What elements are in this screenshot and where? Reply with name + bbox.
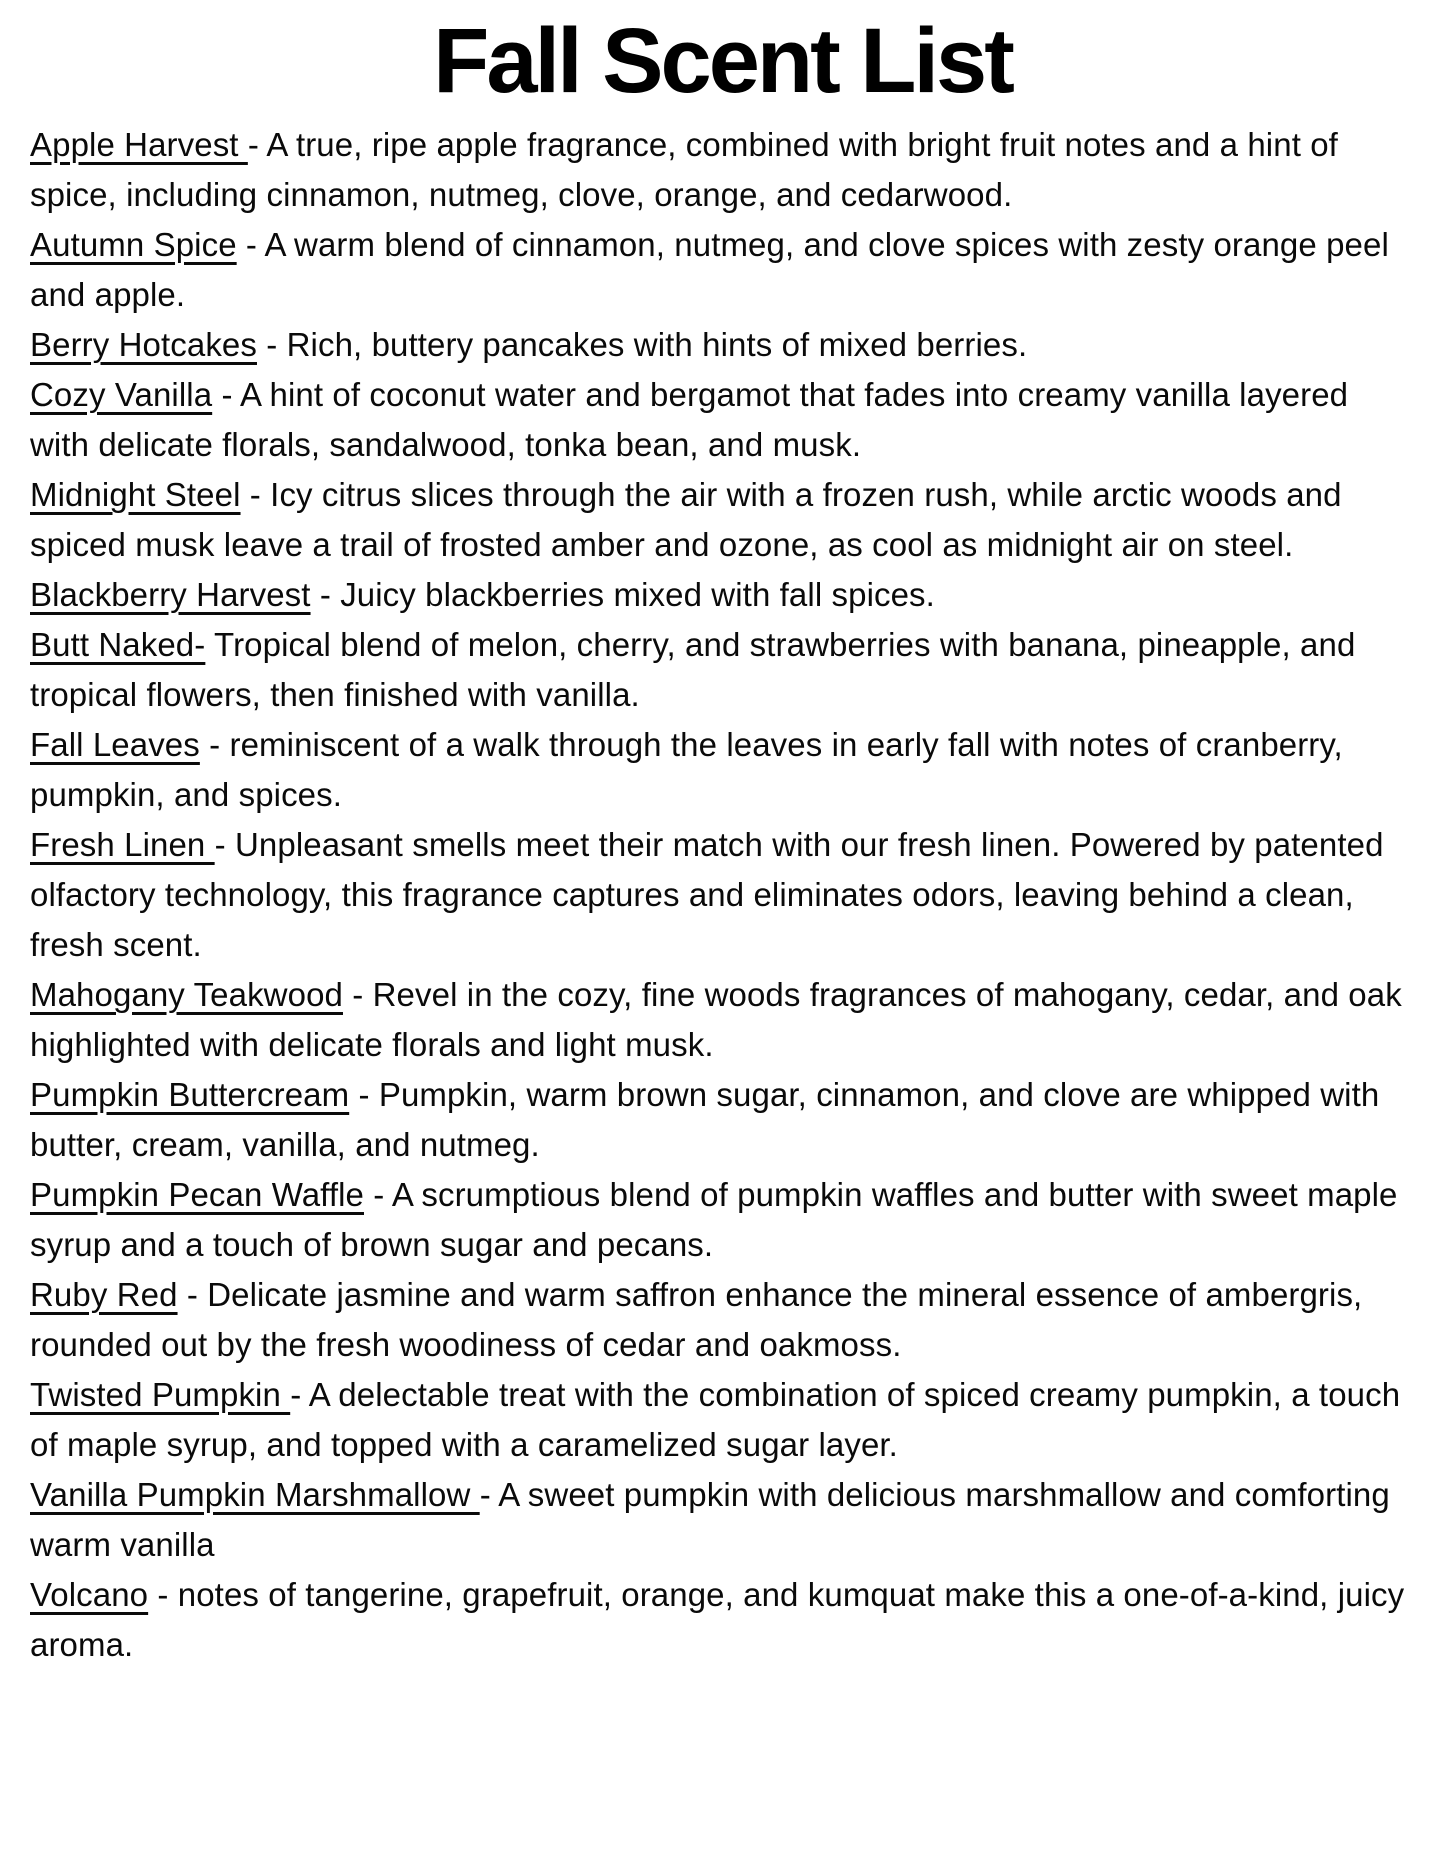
scent-description: Pumpkin, warm brown sugar, cinnamon, and clove are whipped with butter, cream, vanilla, and nutmeg. [30,1076,1380,1163]
scent-description: A sweet pumpkin with delicious marshmallow and comforting warm vanilla [30,1476,1390,1563]
scent-separator: - [256,326,287,363]
scent-name: Midnight Steel [30,476,241,513]
scent-separator: - [148,1576,178,1613]
scent-entry [30,1570,1413,1670]
scent-name: Blackberry Harvest [30,576,311,613]
scent-separator [205,626,214,663]
scent-description: Revel in the cozy, fine woods fragrances of mahogany, cedar, and oak highlighted with delicate florals and light musk. [30,976,1402,1063]
scent-name: Pumpkin Buttercream [30,1076,350,1113]
scent-description: Juicy blackberries mixed with fall spices. [340,576,935,613]
scent-name: Fresh Linen [30,826,215,863]
scent-separator: - [290,1376,309,1413]
scent-description: Icy citrus slices through the air with a frozen rush, while arctic woods and spiced musk leave a trail of frosted amber and ozone, as cool as midnight air on steel. [30,476,1342,563]
scent-entry [30,820,1413,970]
scent-name: Twisted Pumpkin [30,1376,291,1413]
scent-name: Volcano [30,1576,149,1613]
scent-entry [30,970,1413,1070]
scent-entry [30,220,1413,320]
scent-name: Ruby Red [30,1276,178,1313]
scent-name: Fall Leaves [30,726,200,763]
scent-entry [30,470,1413,570]
scent-description: Tropical blend of melon, cherry, and strawberries with banana, pineapple, and tropical flowers, then finished with vanilla. [30,626,1356,713]
scent-description: A warm blend of cinnamon, nutmeg, and clove spices with zesty orange peel and apple. [30,226,1389,313]
scent-description: Delicate jasmine and warm saffron enhance the mineral essence of ambergris, rounded out by the fresh woodiness of cedar and oakmoss. [30,1276,1363,1363]
scent-separator: - [364,1176,392,1213]
scent-description: reminiscent of a walk through the leaves in early fall with notes of cranberry, pumpkin, and spices. [30,726,1343,813]
scent-name: Autumn Spice [30,226,237,263]
scent-entry [30,1470,1413,1570]
scent-description: Unpleasant smells meet their match with our fresh linen. Powered by patented olfactory technology, this fragrance captures and eliminates odors, leaving behind a clean, fresh scent. [30,826,1384,963]
scent-separator: - [479,1476,499,1513]
scent-separator: - [342,976,373,1013]
scent-entry [30,720,1413,820]
scent-name: Pumpkin Pecan Waffle [30,1176,364,1213]
scent-description: A hint of coconut water and bergamot that fades into creamy vanilla layered with delicate florals, sandalwood, tonka bean, and musk. [30,376,1349,463]
scent-list [0,120,1445,1670]
scent-entry [30,570,1413,620]
scent-entry [30,1070,1413,1170]
scent-description: notes of tangerine, grapefruit, orange, and kumquat make this a one-of-a-kind, juicy aroma. [30,1576,1405,1663]
scent-name: Butt Naked- [30,626,206,663]
scent-description: A scrumptious blend of pumpkin waffles and butter with sweet maple syrup and a touch of brown sugar and pecans. [30,1176,1398,1263]
scent-separator: - [240,476,271,513]
scent-separator: - [199,726,230,763]
scent-name: Mahogany Teakwood [30,976,343,1013]
scent-description: A delectable treat with the combination of spiced creamy pumpkin, a touch of maple syrup, and topped with a caramelized sugar layer. [30,1376,1401,1463]
page-title: Fall Scent List [433,10,1012,112]
scent-entry [30,1370,1413,1470]
scent-name: Berry Hotcakes [30,326,257,363]
scent-separator: - [214,826,235,863]
scent-separator: - [236,226,265,263]
scent-entry [30,370,1413,470]
scent-separator: - [212,376,240,413]
scent-name: Vanilla Pumpkin Marshmallow [30,1476,480,1513]
scent-separator: - [349,1076,379,1113]
scent-entry [30,620,1413,720]
scent-entry [30,320,1413,370]
scent-separator: - [177,1276,208,1313]
scent-description: Rich, buttery pancakes with hints of mixed berries. [286,326,1028,363]
scent-entry [30,120,1413,220]
scent-name: Apple Harvest [30,126,248,163]
scent-description: A true, ripe apple fragrance, combined with bright fruit notes and a hint of spice, including cinnamon, nutmeg, clove, orange, and cedarwood. [30,126,1338,213]
scent-entry [30,1270,1413,1370]
scent-entry [30,1170,1413,1270]
scent-separator: - [247,126,267,163]
scent-name: Cozy Vanilla [30,376,213,413]
scent-separator: - [310,576,341,613]
